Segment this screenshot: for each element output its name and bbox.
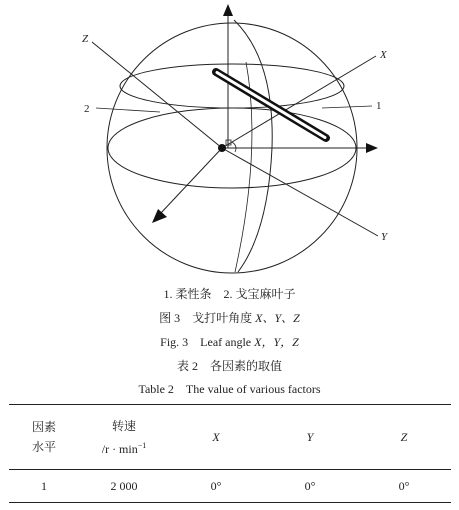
leaf-bar-inner <box>217 73 325 138</box>
cell-x: 0° <box>169 470 263 503</box>
reference-line-2 <box>96 108 160 112</box>
axis-label-z: Z <box>82 33 89 45</box>
figure-legend: 1. 柔性条 2. 戈宝麻叶子 <box>163 287 296 301</box>
header-speed-label: 转速 <box>111 418 136 433</box>
header-level: 水平 <box>31 440 56 454</box>
figure-caption-en-axes: X，Y，Z <box>254 335 299 349</box>
y-axis-line <box>222 148 378 236</box>
front-axis-line <box>160 148 222 214</box>
horizontal-arrowhead <box>366 143 378 153</box>
cell-y: 0° <box>263 470 357 503</box>
meridian-arc <box>234 20 272 272</box>
x-axis-line <box>222 56 376 148</box>
reference-line-1 <box>322 106 372 108</box>
header-factor-level <box>9 405 79 470</box>
table-title-en: Table 2 The value of various factors <box>138 382 321 396</box>
origin-dot <box>218 144 226 152</box>
figure-caption-cn-prefix: 图 3 戈打叶角度 <box>159 311 256 325</box>
part-label-1: 1 <box>376 100 382 112</box>
vertical-arrowhead <box>223 4 233 16</box>
z-axis-line <box>92 42 222 148</box>
figure-caption-cn <box>0 311 459 325</box>
header-y: Y <box>263 405 357 470</box>
cell-z: 0° <box>357 470 451 503</box>
factor-table <box>9 404 451 503</box>
header-factor: 因素 <box>31 420 56 434</box>
cell-speed: 2 000 <box>79 470 169 503</box>
figure-caption-cn-axes: X、Y、Z <box>255 311 300 325</box>
header-speed-unit <box>79 436 169 459</box>
cell-level: 1 <box>9 470 79 503</box>
angle-mark <box>232 142 236 152</box>
table-row <box>9 470 451 503</box>
header-speed <box>79 405 169 470</box>
header-speed-unit-exp: −1 <box>137 440 147 450</box>
header-z: Z <box>357 405 451 470</box>
axis-label-y: Y <box>381 231 388 243</box>
figure-caption-en-prefix: Fig. 3 Leaf angle <box>160 335 255 349</box>
axis-label-x: X <box>380 49 387 61</box>
front-arrowhead <box>152 209 167 223</box>
part-label-2: 2 <box>84 103 90 115</box>
table-title-cn: 表 2 各因素的取值 <box>176 359 282 373</box>
table-header-row <box>9 405 451 470</box>
header-x: X <box>169 405 263 470</box>
header-speed-unit-text: /r · min <box>101 441 138 456</box>
figure-caption-en <box>0 335 459 349</box>
